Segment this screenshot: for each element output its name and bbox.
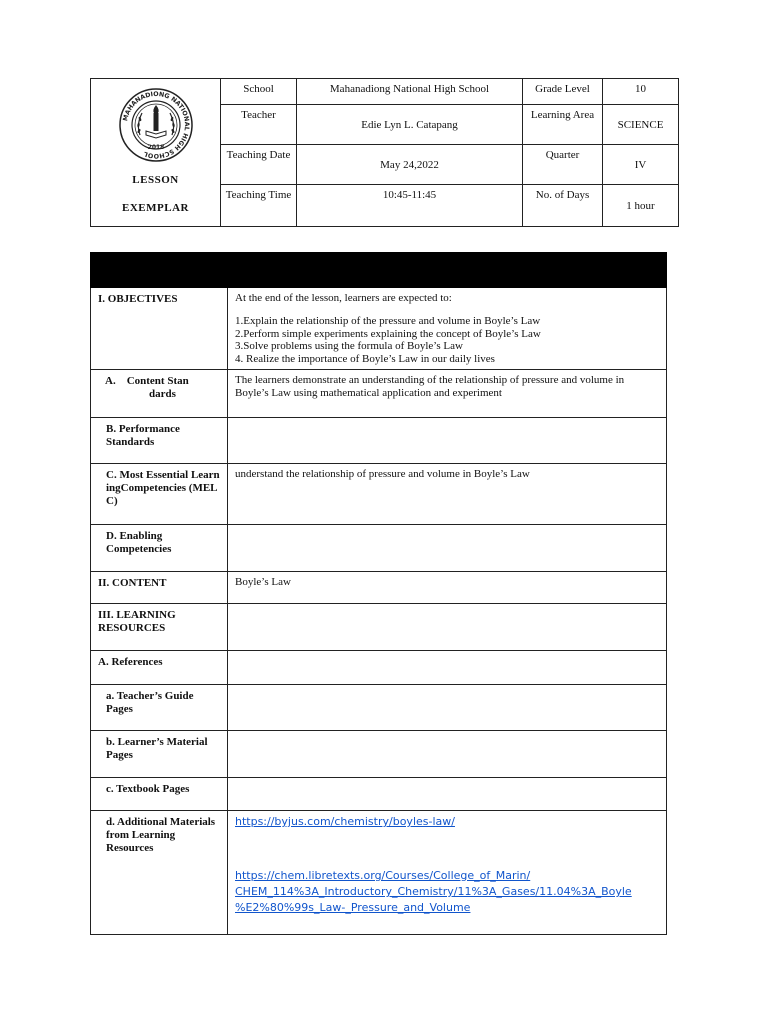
grade-level-label: Grade Level — [523, 79, 603, 105]
libretexts-link-line3[interactable]: %E2%80%99s_Law-_Pressure_and_Volume — [235, 901, 471, 914]
header-black-bar — [91, 253, 667, 288]
teachers-guide-row — [91, 685, 667, 731]
teacher-label: Teacher — [221, 105, 297, 145]
school-seal-icon — [118, 87, 194, 163]
libretexts-link[interactable] — [235, 868, 660, 916]
no-of-days-label: No. of Days — [523, 185, 603, 227]
content-row — [91, 572, 667, 604]
references-row — [91, 651, 667, 685]
content-label: II. CONTENT — [91, 572, 228, 604]
school-label: School — [221, 79, 297, 105]
objective-item-3: 3.Solve problems using the formula of Boyle’s Law — [235, 340, 463, 352]
teaching-time-label: Teaching Time — [221, 185, 297, 227]
libretexts-link-line2[interactable]: CHEM_114%3A_Introductory_Chemistry/11%3A_Gases/11.04%3A_Boyle — [235, 885, 632, 898]
references-value — [228, 651, 667, 685]
content-standards-label-line1: A. Content Stan — [105, 375, 189, 387]
performance-standards-value — [228, 418, 667, 464]
objective-item-4: 4. Realize the importance of Boyle’s Law in our daily lives — [235, 352, 495, 365]
teaching-date-label: Teaching Date — [221, 145, 297, 185]
content-standards-row — [91, 370, 667, 418]
textbook-pages-value — [228, 778, 667, 811]
enabling-competencies-value — [228, 525, 667, 572]
lesson-header-table — [90, 78, 679, 227]
learners-material-value — [228, 731, 667, 778]
textbook-pages-row — [91, 778, 667, 811]
teaching-time-value: 10:45-11:45 — [297, 185, 523, 227]
enabling-competencies-row — [91, 525, 667, 572]
performance-standards-label: B. Performance Standards — [106, 423, 180, 448]
school-value: Mahanadiong National High School — [297, 79, 523, 105]
no-of-days-value: 1 hour — [603, 185, 679, 227]
teachers-guide-label: a. Teacher’s Guide Pages — [106, 690, 194, 715]
teachers-guide-value — [228, 685, 667, 731]
teaching-date-value: May 24,2022 — [297, 145, 523, 185]
additional-materials-row — [91, 811, 667, 935]
content-standards-value: The learners demonstrate an understanding of the relationship of pressure and volume in Boyle’s Law using mathematical application and experiment — [228, 370, 667, 418]
learning-area-label: Learning Area — [523, 105, 603, 145]
learning-resources-label: III. LEARNING RESOURCES — [91, 604, 228, 651]
objectives-row — [91, 288, 667, 370]
objective-item-2: 2.Perform simple experiments explaining the concept of Boyle’s Law — [235, 327, 541, 340]
objective-item-1: 1.Explain the relationship of the pressure and volume in Boyle’s Law — [235, 315, 541, 327]
learning-resources-value — [228, 604, 667, 651]
learners-material-row — [91, 731, 667, 778]
seal-year: 2018 — [147, 144, 164, 151]
learning-area-value: SCIENCE — [603, 105, 679, 145]
quarter-label: Quarter — [523, 145, 603, 185]
quarter-value: IV — [603, 145, 679, 185]
byjus-link[interactable]: https://byjus.com/chemistry/boyles-law/ — [235, 815, 455, 828]
objectives-label: I. OBJECTIVES — [91, 288, 228, 370]
grade-level-value: 10 — [603, 79, 679, 105]
objectives-intro: At the end of the lesson, learners are expected to: — [235, 292, 452, 304]
content-value: Boyle’s Law — [228, 572, 667, 604]
learning-resources-row — [91, 604, 667, 651]
doc-title-exemplar: EXEMPLAR — [122, 202, 189, 214]
additional-materials-label: d. Additional Materials from Learning Resources — [106, 816, 216, 854]
melc-label: C. Most Essential LearningCompetencies (MELC) — [106, 469, 220, 507]
content-standards-label-line2: dards — [149, 388, 176, 400]
lesson-body-table — [90, 252, 667, 935]
learners-material-label: b. Learner’s Material Pages — [106, 736, 208, 761]
libretexts-link-line1[interactable]: https://chem.libretexts.org/Courses/College_of_Marin/ — [235, 869, 531, 882]
performance-standards-row — [91, 418, 667, 464]
melc-value: understand the relationship of pressure and volume in Boyle’s Law — [228, 464, 667, 525]
seal-ring-text: MAHANADIONG NATIONAL HIGH SCHOOL — [121, 90, 190, 160]
doc-title-lesson: LESSON — [132, 174, 179, 186]
teacher-value: Edie Lyn L. Catapang — [297, 105, 523, 145]
melc-row — [91, 464, 667, 525]
textbook-pages-label: c. Textbook Pages — [106, 783, 190, 795]
logo-cell — [91, 79, 221, 227]
references-label: A. References — [91, 651, 228, 685]
enabling-competencies-label: D. Enabling Competencies — [106, 530, 172, 555]
